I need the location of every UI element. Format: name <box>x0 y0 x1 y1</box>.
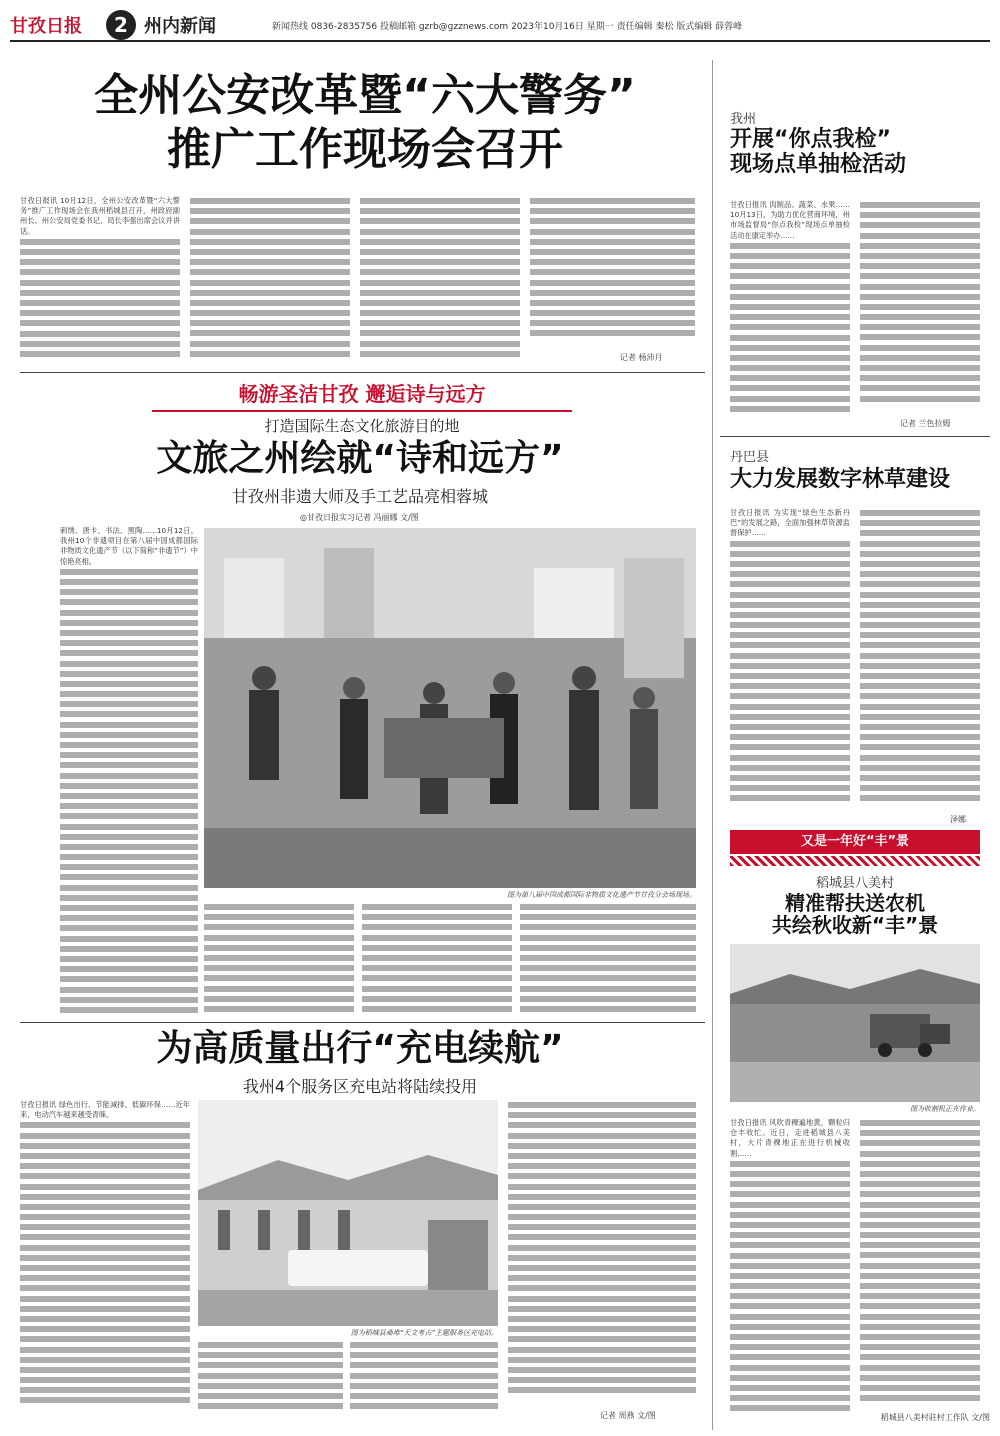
harvest-byline: 稻城县八美村驻村工作队 文/图 <box>880 1413 990 1422</box>
lead-bottom-rule <box>20 372 705 373</box>
harvest-photo <box>730 944 980 1102</box>
harvest-banner: 又是一年好“丰”景 <box>730 830 980 854</box>
tourism-bottom-rule <box>20 1022 705 1023</box>
masthead <box>10 10 990 42</box>
tourism-sub-banner: 打造国际生态文化旅游目的地 <box>264 417 460 435</box>
danba-byline: 泽娜 <box>950 815 966 824</box>
tourism-byline: ◎甘孜日报实习记者 冯丽娜 文/图 <box>300 513 419 522</box>
right-top-headline-line2: 现场点单抽检活动 <box>730 151 907 177</box>
tourism-column-1 <box>60 526 198 1018</box>
harvest-column-1 <box>730 1118 850 1422</box>
right-top-headline-line1: 开展“你点我检” <box>730 127 891 152</box>
exhibition-scene-image <box>204 528 696 888</box>
lead-column-1 <box>20 196 180 364</box>
harvest-banner-stripe <box>730 856 980 866</box>
harvest-headline-line1: 精准帮扶送农机 <box>785 891 925 915</box>
harvest-text-start: 甘孜日报讯 风吹青稞遍地黄，颗粒归仓丰收忙。近日，走进稻城县八美村，大片青稞地正在进行机械收割…… <box>730 1118 850 1158</box>
tourism-subheadline: 甘孜州非遗大师及手工艺品亮相蓉城 <box>231 487 488 506</box>
charging-headline: 为高质量出行“充电续航” <box>156 1028 564 1069</box>
lead-column-4 <box>530 196 695 346</box>
harvest-headline <box>730 892 980 937</box>
charging-photo <box>198 1100 498 1326</box>
charging-column-2 <box>198 1340 343 1420</box>
lead-text-start: 甘孜日报讯 10月12日，全州公安改革暨“六大警务”推广工作现场会在我州稻城县召开，州政府副州长、州公安局党委书记、局长李强出席会议并讲话。 <box>20 196 180 236</box>
danba-headline: 大力发展数字林草建设 <box>730 467 951 492</box>
danba-column-1 <box>730 508 850 824</box>
charging-column-3 <box>350 1340 498 1420</box>
charging-subheadline: 我州4个服务区充电站将陆续投用 <box>242 1077 478 1096</box>
danba-text-start: 甘孜日报讯 为实现“绿色生态新丹巴”的发展之路，全面加强林草资源监督保护…… <box>730 508 850 538</box>
tourism-photo-caption: 图为第八届中国成都国际非物质文化遗产节甘孜分会场现场。 <box>507 891 696 899</box>
right-top-bottom-rule <box>720 436 990 437</box>
charging-photo-caption: 图为稻城县桑堆“天文考古”主题服务区充电站。 <box>350 1329 498 1337</box>
tourism-column-4 <box>520 902 696 1018</box>
tourism-headline: 文旅之州绘就“诗和远方” <box>156 438 564 479</box>
right-top-byline: 记者 兰色拉姆 <box>900 419 951 428</box>
right-top-headline <box>730 128 990 177</box>
masthead-info: 新闻热线 0836-2835756 投稿邮箱 gzrb@gzznews.com 2023年10月16日 星期一 责任编辑 秦松 版式编辑 薛蓉峰 <box>272 22 743 32</box>
lead-headline-line2: 推广工作现场会召开 <box>167 123 563 175</box>
harvest-headline-line2: 共绘秋收新“丰”景 <box>771 913 939 938</box>
section-title: 州内新闻 <box>144 16 216 37</box>
right-top-kicker: 我州 <box>730 112 757 127</box>
charging-column-4 <box>508 1100 696 1400</box>
harvest-column-2 <box>860 1118 980 1408</box>
column-divider <box>712 60 713 1430</box>
right-top-column-1 <box>730 200 850 428</box>
charging-text-start: 甘孜日报讯 绿色出行、节能减排、低碳环保……近年来，电动汽车越来越受青睐。 <box>20 1100 190 1120</box>
tourism-photo <box>204 528 696 888</box>
tourism-text-start: 刺绣、唐卡、书法、黑陶……10月12日，我州10个非遗项目在第八届中国成都国际非物质文化遗产节（以下简称“非遗节”）中惊艳亮相。 <box>60 526 198 566</box>
right-top-text-start: 甘孜日报讯 肉制品、蔬菜、水果……10月13日，为助力优化营商环境，州市场监督局“你点我检”现场点单抽检活动在康定举办…… <box>730 200 850 240</box>
tourism-banner: 畅游圣洁甘孜 邂逅诗与远方 <box>238 382 486 406</box>
lead-headline <box>20 72 710 173</box>
tourism-column-2 <box>204 902 354 1018</box>
charging-station-image <box>198 1100 498 1326</box>
charging-byline: 记者 周燕 文/图 <box>600 1411 656 1420</box>
danba-kicker: 丹巴县 <box>730 450 770 465</box>
lead-byline: 记者 杨沛月 <box>620 353 663 362</box>
lead-headline-line1: 全州公安改革暨“六大警务” <box>94 70 636 121</box>
charging-column-1 <box>20 1100 190 1416</box>
right-top-column-2 <box>860 200 980 412</box>
harvest-field-image <box>730 944 980 1102</box>
harvest-photo-caption: 图为收割机正在作业。 <box>910 1105 980 1113</box>
tourism-banner-rule <box>152 410 572 412</box>
page-number: 2 <box>106 10 136 40</box>
lead-column-3 <box>360 196 520 364</box>
newspaper-logo: 甘孜日报 <box>10 16 82 37</box>
harvest-kicker: 稻城县八美村 <box>815 876 894 891</box>
tourism-column-3 <box>362 902 512 1018</box>
lead-column-2 <box>190 196 350 364</box>
danba-column-2 <box>860 508 980 808</box>
